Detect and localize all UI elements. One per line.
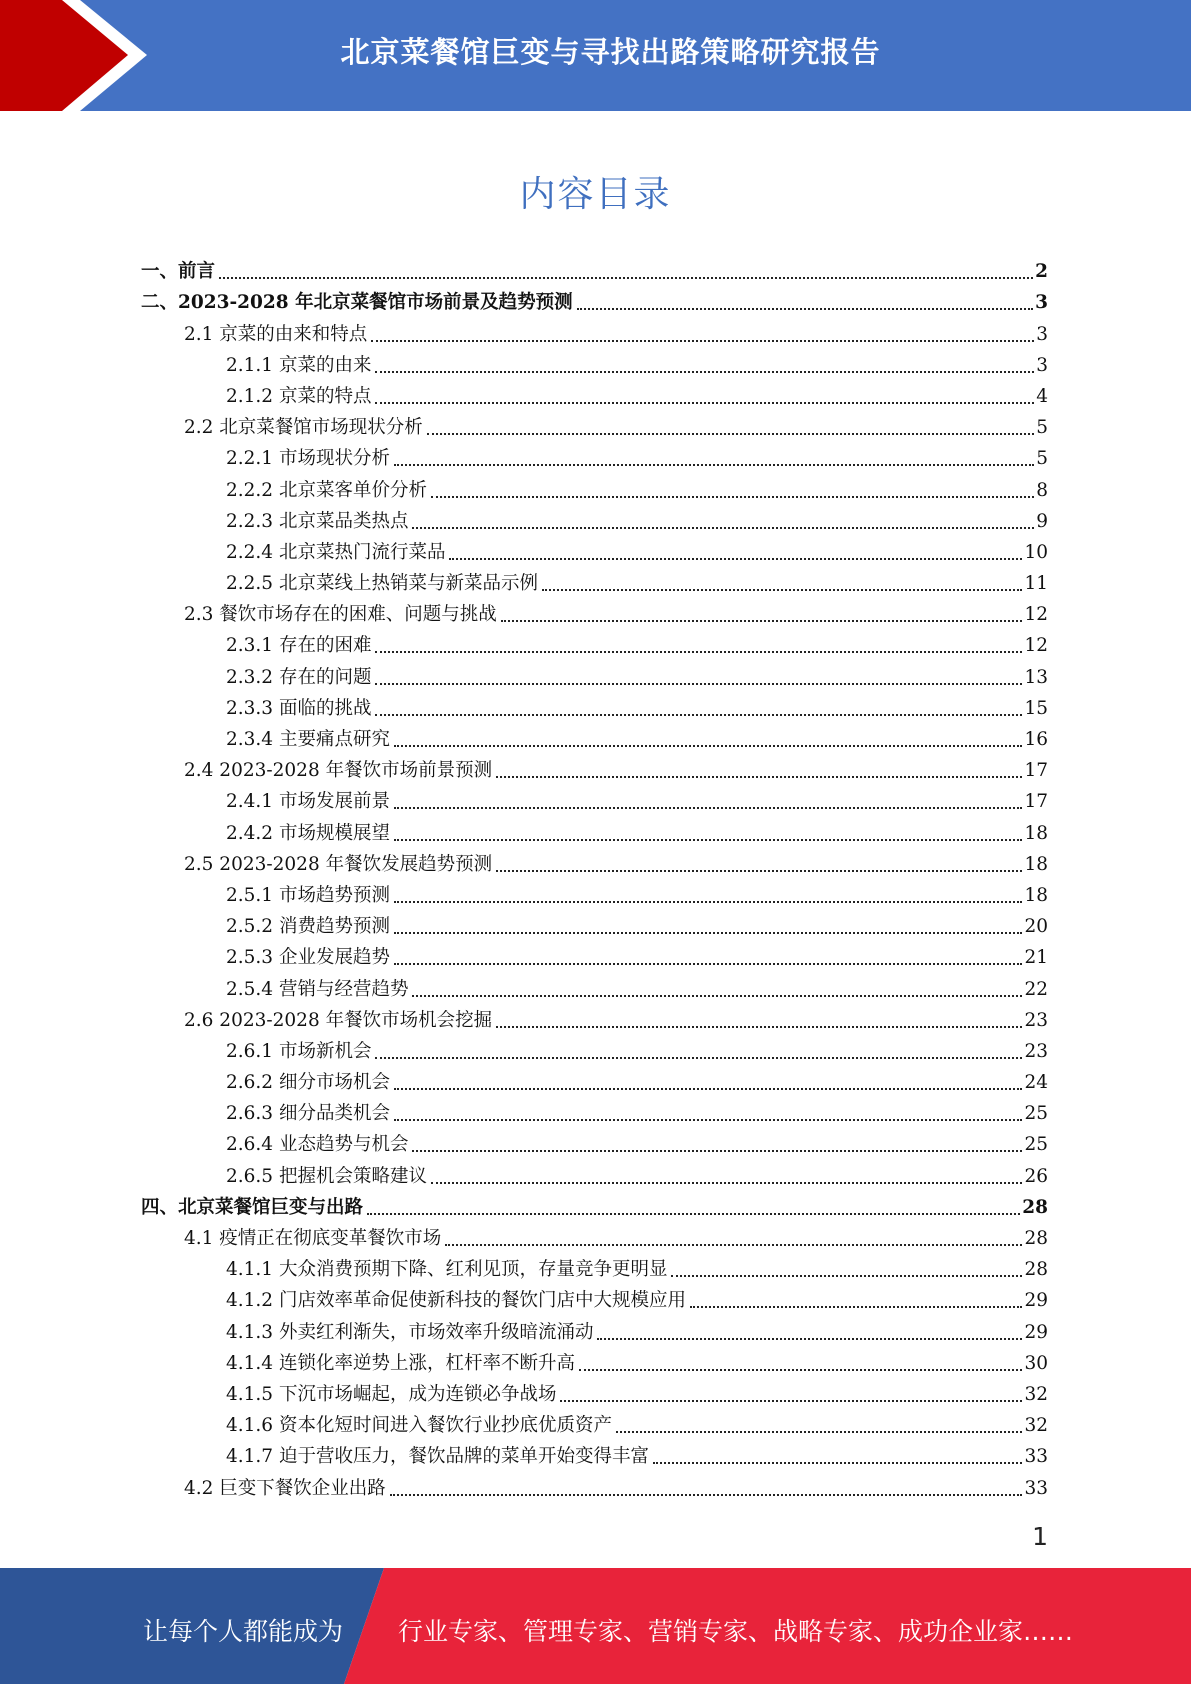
toc-entry-label: 4.1 疫情正在彻底变革餐饮市场 [184, 1228, 442, 1249]
toc-entry-label: 2.6.1 市场新机会 [226, 1040, 372, 1062]
toc-entry-label: 2.6.2 细分市场机会 [226, 1072, 390, 1094]
toc-entry[interactable] [141, 1438, 1048, 1469]
toc-dot-leader [394, 744, 1022, 747]
toc-entry[interactable] [141, 1064, 1048, 1095]
toc-entry-label: 4.2 巨变下餐饮企业出路 [184, 1477, 386, 1499]
toc-entry[interactable] [141, 409, 1048, 440]
toc-entry-label: 2.6.5 把握机会策略建议 [226, 1165, 427, 1187]
toc-dot-leader [375, 682, 1022, 685]
toc-entry-page: 23 [1024, 1009, 1048, 1031]
toc-entry-label: 2.4 2023-2028 年餐饮市场前景预测 [184, 760, 493, 782]
toc-dot-leader [579, 1368, 1022, 1371]
toc-entry-label: 2.3.3 面临的挑战 [226, 697, 372, 719]
footer-banner [0, 1568, 1191, 1684]
footer-slogan-right: 行业专家、管理专家、营销专家、战略专家、成功企业家…… [398, 1617, 1074, 1646]
header-banner [0, 0, 1191, 111]
toc-entry-label: 4.1.7 迫于营收压力，餐饮品牌的菜单开始变得丰富 [226, 1446, 649, 1468]
toc-dot-leader [394, 962, 1022, 965]
toc-entry-label: 2.4.2 市场规模展望 [226, 822, 390, 844]
toc-entry[interactable] [141, 783, 1048, 814]
toc-entry[interactable] [141, 471, 1048, 502]
toc-dot-leader [449, 557, 1022, 560]
toc-dot-leader [394, 900, 1022, 903]
toc-entry[interactable] [141, 1157, 1048, 1188]
toc-dot-leader [394, 806, 1022, 809]
toc-dot-leader [445, 1243, 1022, 1246]
toc-entry[interactable] [141, 1376, 1048, 1407]
toc-entry-label: 2.5.2 消费趋势预测 [226, 916, 390, 938]
toc-dot-leader [394, 838, 1022, 841]
toc-entry-page: 16 [1024, 729, 1048, 750]
toc-entry-label: 2.3.2 存在的问题 [226, 666, 372, 688]
toc-entry[interactable] [141, 1189, 1048, 1220]
toc-entry-page: 20 [1024, 916, 1048, 938]
toc-entry-page: 26 [1024, 1165, 1048, 1187]
toc-entry-label: 2.6 2023-2028 年餐饮市场机会挖掘 [184, 1009, 493, 1031]
toc-entry-page: 18 [1024, 853, 1048, 875]
toc-dot-leader [412, 1149, 1022, 1152]
toc-entry-page: 12 [1024, 604, 1048, 626]
toc-dot-leader [496, 869, 1022, 872]
page-number: 1 [1032, 1522, 1048, 1551]
toc-entry-page: 29 [1024, 1290, 1048, 1312]
toc-entry-page: 22 [1024, 978, 1048, 1000]
toc-dot-leader [394, 1087, 1022, 1090]
toc-entry-label: 2.2.1 市场现状分析 [226, 448, 390, 470]
toc-entry-page: 18 [1024, 822, 1048, 844]
toc-entry-page: 8 [1036, 479, 1048, 501]
toc-dot-leader [431, 495, 1034, 498]
toc-entry-page: 28 [1024, 1228, 1048, 1249]
toc-entry[interactable] [141, 284, 1048, 315]
toc-entry[interactable] [141, 1002, 1048, 1033]
toc-dot-leader [375, 713, 1022, 716]
toc-entry-page: 5 [1036, 417, 1048, 439]
toc-entry-label: 2.2.5 北京菜线上热销菜与新菜品示例 [226, 573, 538, 595]
toc-entry-label: 2.1.1 京菜的由来 [226, 354, 372, 376]
toc-entry-page: 2 [1035, 261, 1048, 283]
toc-entry-label: 2.3 餐饮市场存在的困难、问题与挑战 [184, 604, 497, 626]
toc-entry[interactable] [141, 939, 1048, 970]
toc-entry-page: 32 [1024, 1415, 1048, 1437]
toc-entry-page: 10 [1024, 541, 1048, 563]
toc-dot-leader [542, 588, 1022, 591]
toc-entry-page: 33 [1024, 1477, 1048, 1499]
toc-dot-leader [496, 1025, 1022, 1028]
toc-entry-page: 25 [1024, 1134, 1048, 1156]
toc-entry-label: 4.1.2 门店效率革命促使新科技的餐饮门店中大规模应用 [226, 1290, 686, 1312]
toc-dot-leader [394, 463, 1034, 466]
toc-entry[interactable] [141, 534, 1048, 565]
toc-dot-leader [412, 526, 1034, 529]
toc-entry-label: 4.1.6 资本化短时间进入餐饮行业抄底优质资产 [226, 1415, 612, 1437]
toc-entry-page: 15 [1024, 697, 1048, 719]
toc-entry[interactable] [141, 1220, 1048, 1251]
toc-dot-leader [597, 1337, 1022, 1340]
toc-dot-leader [560, 1399, 1022, 1402]
toc-dot-leader [501, 619, 1023, 622]
toc-entry-page: 18 [1024, 884, 1048, 906]
toc-dot-leader [412, 994, 1022, 997]
toc-entry-page: 12 [1024, 635, 1048, 657]
toc-entry-label: 2.2 北京菜餐馆市场现状分析 [184, 417, 423, 439]
toc-dot-leader [431, 1181, 1022, 1184]
toc-entry[interactable] [141, 690, 1048, 721]
toc-dot-leader [577, 307, 1034, 310]
toc-entry-page: 25 [1024, 1103, 1048, 1125]
toc-dot-leader [496, 775, 1022, 778]
toc-entry-label: 2.4.1 市场发展前景 [226, 791, 390, 813]
toc-entry-label: 2.5.4 营销与经营趋势 [226, 978, 409, 1000]
toc-dot-leader [394, 1118, 1022, 1121]
toc-entry-label: 一、前言 [141, 261, 216, 283]
toc-dot-leader [375, 1056, 1022, 1059]
toc-entry-page: 32 [1024, 1383, 1048, 1405]
toc-entry[interactable] [141, 1033, 1048, 1064]
toc-entry[interactable] [141, 1313, 1048, 1344]
toc-entry[interactable] [141, 814, 1048, 845]
toc-dot-leader [390, 1493, 1023, 1496]
toc-entry-page: 3 [1036, 354, 1048, 376]
toc-dot-leader [371, 339, 1034, 342]
toc-entry[interactable] [141, 1282, 1048, 1313]
toc-entry-page: 23 [1024, 1040, 1048, 1062]
toc-entry[interactable] [141, 347, 1048, 378]
toc-entry-label: 4.1.5 下沉市场崛起，成为连锁必争战场 [226, 1383, 557, 1405]
toc-entry-label: 4.1.3 外卖红利渐失，市场效率升级暗流涌动 [226, 1321, 594, 1343]
toc-dot-leader [616, 1430, 1022, 1433]
toc-entry[interactable] [141, 1469, 1048, 1500]
toc-entry-page: 28 [1024, 1259, 1048, 1281]
toc-entry[interactable] [141, 627, 1048, 658]
toc-entry-label: 2.2.3 北京菜品类热点 [226, 510, 409, 532]
toc-entry-page: 21 [1024, 947, 1048, 969]
toc-dot-leader [690, 1305, 1022, 1308]
toc-entry-label: 2.1 京菜的由来和特点 [184, 323, 368, 345]
toc-entry[interactable] [141, 1407, 1048, 1438]
toc-entry-page: 5 [1036, 448, 1048, 470]
toc-entry-label: 2.5 2023-2028 年餐饮发展趋势预测 [184, 853, 493, 875]
toc-entry[interactable] [141, 908, 1048, 939]
toc-entry[interactable] [141, 752, 1048, 783]
toc-entry-label: 四、北京菜餐馆巨变与出路 [141, 1196, 364, 1218]
toc-entry-label: 2.2.4 北京菜热门流行菜品 [226, 541, 446, 563]
toc-entry-page: 11 [1024, 573, 1048, 595]
toc-entry-page: 17 [1024, 791, 1048, 813]
toc-entry-page: 9 [1036, 510, 1048, 532]
toc-entry[interactable] [141, 565, 1048, 596]
toc-entry[interactable] [141, 440, 1048, 471]
toc-entry-label: 4.1.1 大众消费预期下降、红利见顶，存量竞争更明显 [226, 1259, 668, 1281]
toc-entry[interactable] [141, 1345, 1048, 1376]
toc-heading: 内容目录 [519, 174, 672, 215]
footer-slogan-left: 让每个人都能成为 [143, 1617, 344, 1646]
toc-dot-leader [367, 1212, 1020, 1215]
toc-dot-leader [427, 432, 1034, 435]
toc-entry[interactable] [141, 1095, 1048, 1126]
toc-entry-page: 33 [1024, 1446, 1048, 1468]
toc-entry[interactable] [141, 596, 1048, 627]
toc-entry[interactable] [141, 846, 1048, 877]
toc-dot-leader [394, 931, 1022, 934]
toc-entry-page: 17 [1024, 760, 1048, 782]
toc-entry-label: 2.2.2 北京菜客单价分析 [226, 479, 427, 501]
toc-entry-label: 2.5.1 市场趋势预测 [226, 884, 390, 906]
toc-entry-label: 2.6.3 细分品类机会 [226, 1103, 390, 1125]
toc-entry[interactable] [141, 970, 1048, 1001]
toc-entry[interactable] [141, 1251, 1048, 1282]
toc-dot-leader [219, 276, 1033, 279]
toc-entry[interactable] [141, 378, 1048, 409]
toc-entry[interactable] [141, 877, 1048, 908]
toc-entry[interactable] [141, 503, 1048, 534]
table-of-contents [141, 253, 1048, 1501]
toc-dot-leader [375, 401, 1034, 404]
toc-entry[interactable] [141, 253, 1048, 284]
toc-entry-label: 二、2023-2028 年北京菜餐馆市场前景及趋势预测 [141, 292, 573, 314]
toc-entry[interactable] [141, 1126, 1048, 1157]
toc-entry-page: 30 [1024, 1352, 1048, 1374]
toc-entry-label: 4.1.4 连锁化率逆势上涨，杠杆率不断升高 [226, 1352, 575, 1374]
toc-entry-page: 13 [1024, 666, 1048, 688]
toc-entry-page: 24 [1024, 1072, 1048, 1094]
toc-entry[interactable] [141, 315, 1048, 346]
toc-entry[interactable] [141, 658, 1048, 689]
toc-entry-label: 2.6.4 业态趋势与机会 [226, 1134, 409, 1156]
toc-entry-page: 4 [1036, 385, 1048, 407]
toc-entry-label: 2.3.1 存在的困难 [226, 635, 372, 657]
toc-entry-label: 2.5.3 企业发展趋势 [226, 947, 390, 969]
toc-entry-label: 2.3.4 主要痛点研究 [226, 729, 390, 750]
toc-entry-page: 3 [1035, 292, 1048, 314]
toc-dot-leader [653, 1461, 1022, 1464]
toc-entry-page: 28 [1022, 1196, 1048, 1218]
toc-entry-page: 3 [1036, 323, 1048, 345]
toc-dot-leader [375, 370, 1034, 373]
toc-entry-label: 2.1.2 京菜的特点 [226, 385, 372, 407]
toc-dot-leader [375, 650, 1022, 653]
report-title: 北京菜餐馆巨变与寻找出路策略研究报告 [340, 35, 881, 69]
toc-entry-page: 29 [1024, 1321, 1048, 1343]
toc-entry[interactable] [141, 721, 1048, 752]
toc-dot-leader [671, 1274, 1022, 1277]
